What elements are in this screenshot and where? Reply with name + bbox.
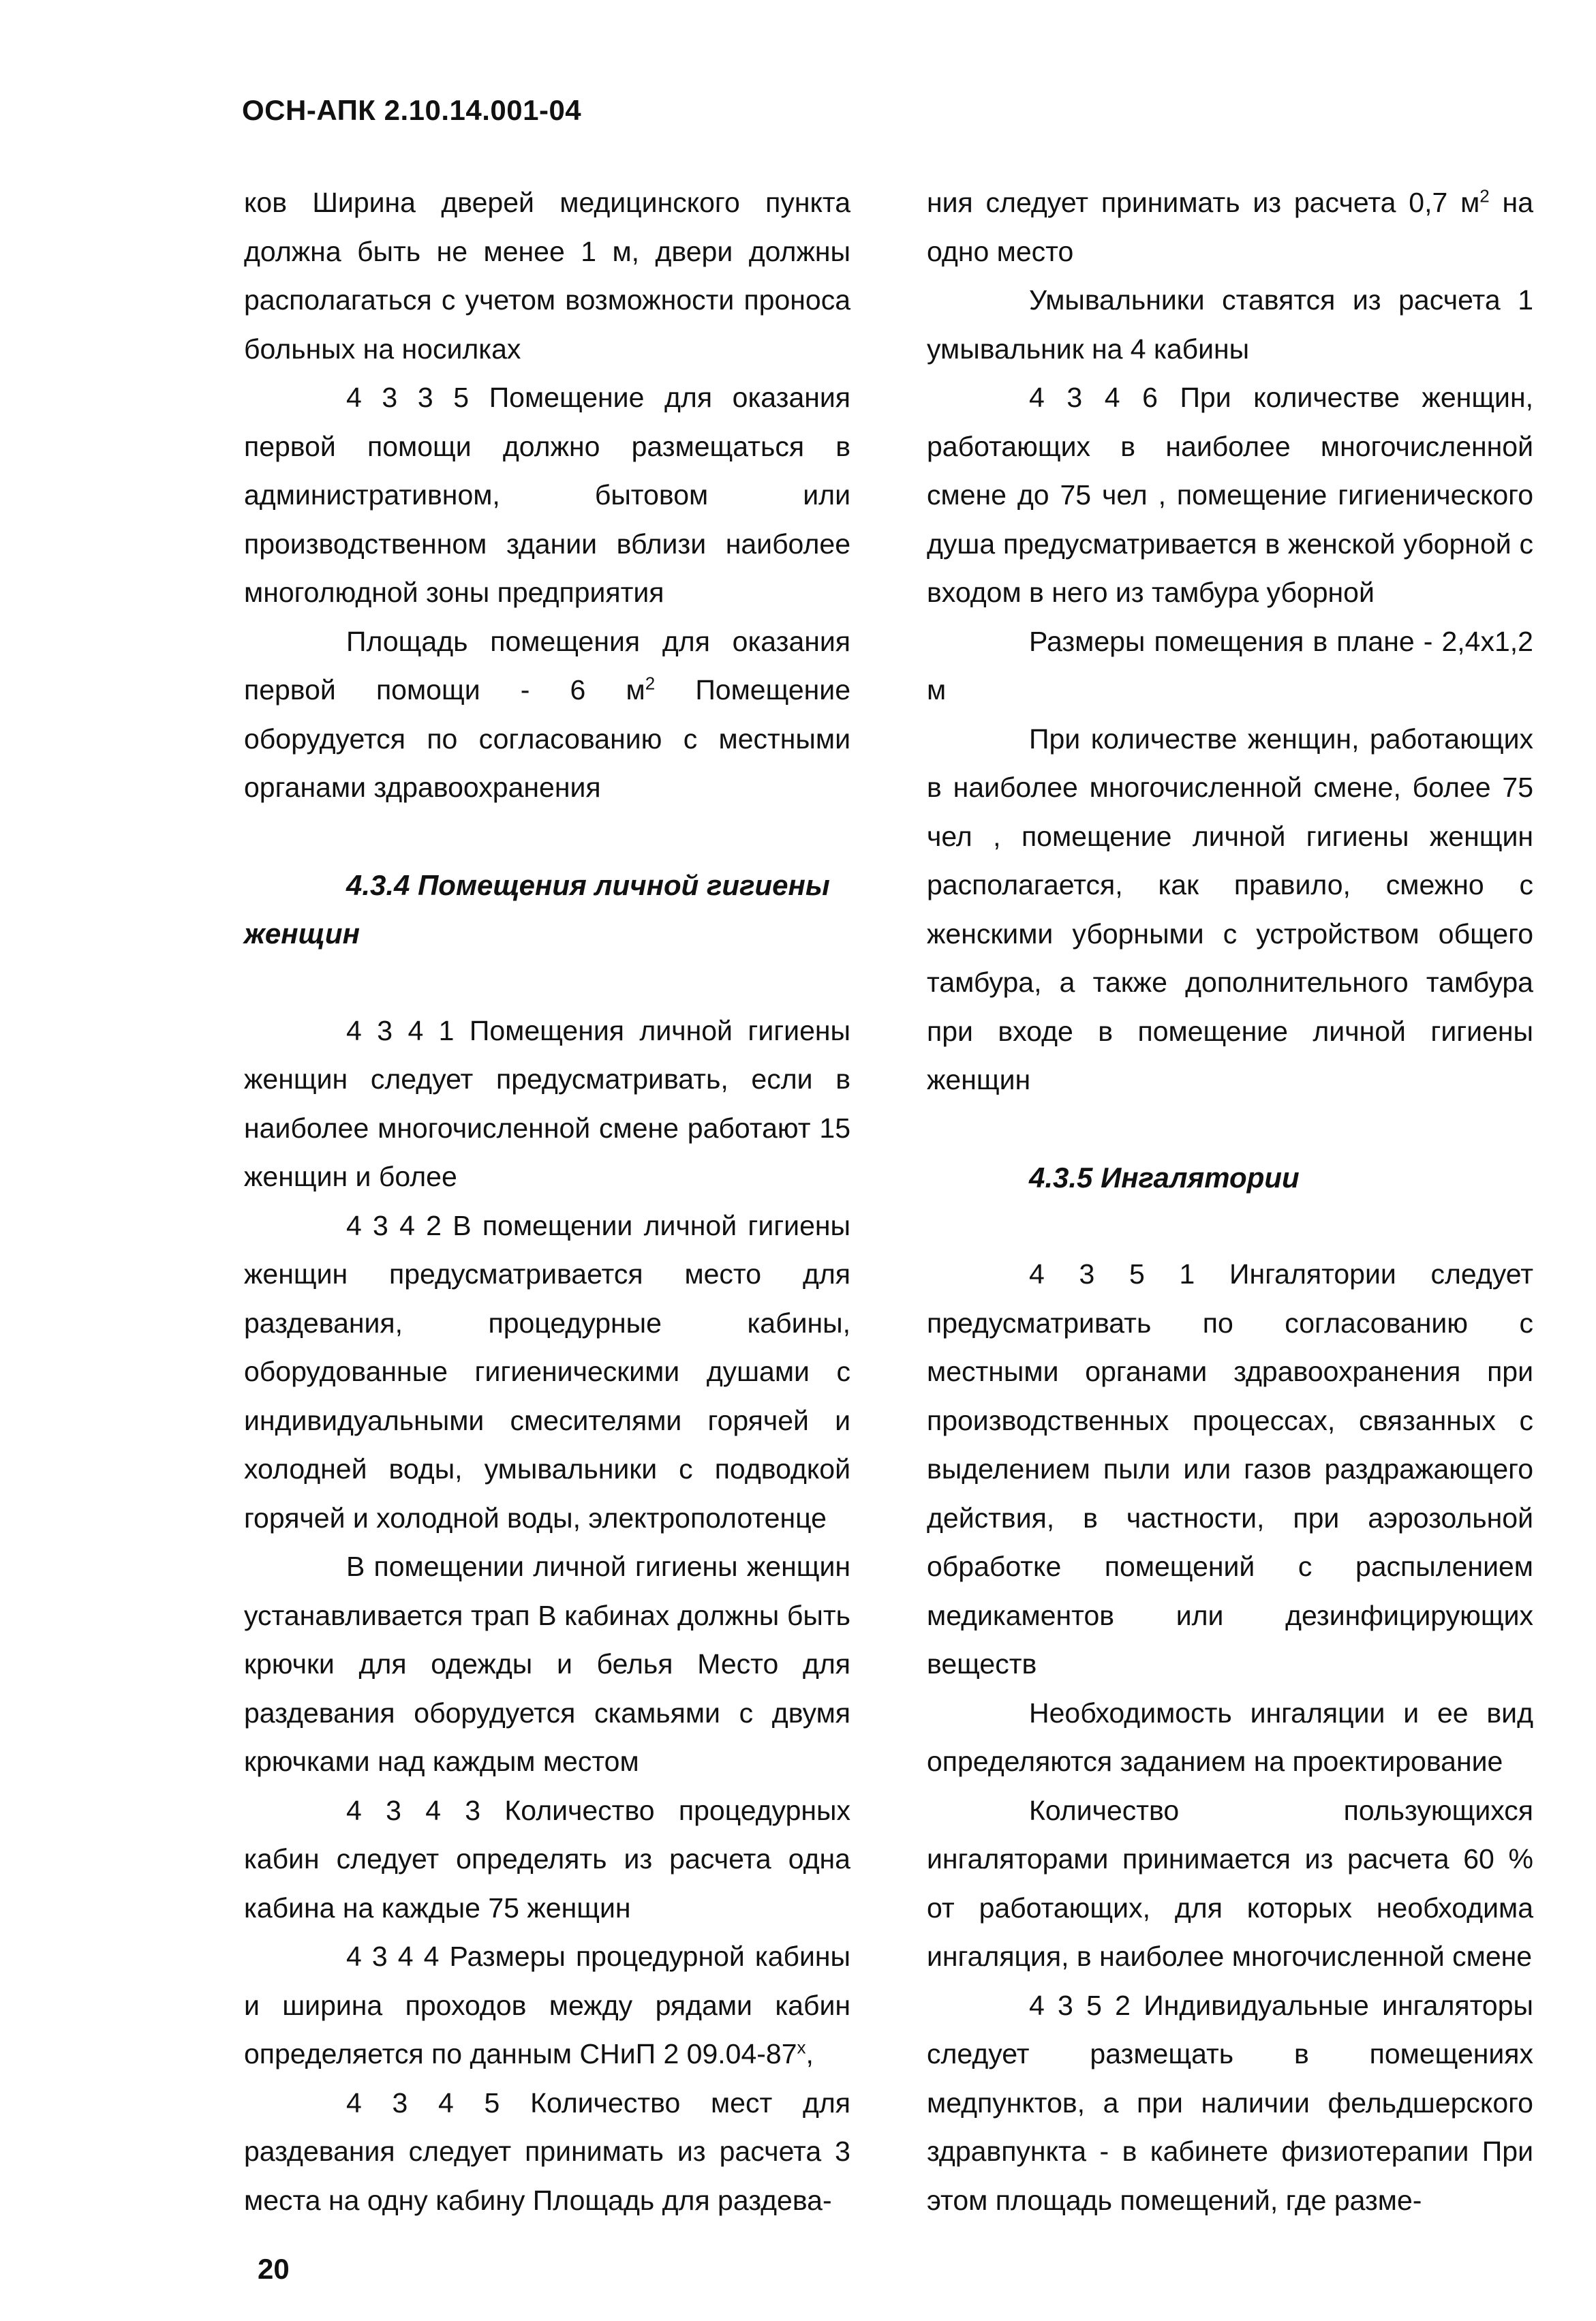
page-number: 20: [258, 2253, 290, 2285]
paragraph-area-per-place: [927, 179, 1533, 276]
paragraph-first-aid-area: [244, 618, 850, 813]
paragraph-4335: 4 3 3 5 Помещение для оказания первой помощи должно размещаться в административном, бытовом или производственном здании вблизи наиболее многолюдной зоны предприятия: [244, 382, 850, 608]
paragraph-4346: 4 3 4 6 При количестве женщин, работающих в наиболее многочисленной смене до 75 чел , помещение гигиенического душа предусматривается в женской уборной с входом в него из тамбура уборной: [927, 382, 1533, 608]
paragraph-4343: 4 3 4 3 Количество процедурных кабин следует определять из расчета одна кабина на каждые 75 женщин: [244, 1794, 850, 1924]
first-aid-area-text: Площадь помещения для оказания первой помощи - 6 м: [244, 625, 850, 706]
paragraph-room-dimensions: Размеры помещения в плане - 2,4х1,2 м: [927, 625, 1533, 706]
paragraph-4352: 4 3 5 2 Индивидуальные ингаляторы следует размещать в помещениях медпунктов, а при наличии фельдшерского здравпункта - в кабинете физиотерапии При этом площадь помещений, где разме-: [927, 1989, 1533, 2216]
section-heading-4-3-4: 4.3.4 Помещения личной гигиены женщин: [244, 868, 830, 950]
cabin-size-text-end: ,: [805, 2038, 814, 2069]
paragraph-4344: [244, 1932, 850, 2079]
document-code-header: ОСН-АПК 2.10.14.001-04: [242, 94, 582, 126]
area-per-place-text: ния следует принимать из расчета 0,7 м: [927, 187, 1480, 218]
cabin-size-text: 4 3 4 4 Размеры процедурной кабины и ширина проходов между рядами кабин определяется по данным СНиП 2 09.04-87: [244, 1941, 850, 2069]
paragraph-washbasins: Умывальники ставятся из расчета 1 умывальник на 4 кабины: [927, 284, 1533, 365]
first-aid-area-text-end: Помещение оборудуется по согласованию с местными органами здравоохранения: [244, 674, 851, 803]
paragraph-drain-hooks: В помещении личной гигиены женщин устанавливается трап В кабинах должны быть крючки для одежды и белья Место для раздевания оборудуется скамьями с двумя крючками над каждым местом: [244, 1551, 850, 1777]
paragraph-over-75-women: При количестве женщин, работающих в наиболее многочисленной смене, более 75 чел , помещение личной гигиены женщин располагается, как правило, смежно с женскими уборными с устройством общего тамбура, а также дополнительного тамбура при входе в помещение личной гигиены женщин: [927, 723, 1533, 1095]
paragraph-door-width: ков Ширина дверей медицинского пункта должна быть не менее 1 м, двери должны располагаться с учетом возможности проноса больных на носилках: [244, 187, 850, 365]
square-superscript-right: 2: [1479, 185, 1490, 207]
snip-superscript: х: [797, 2037, 806, 2058]
square-superscript: 2: [645, 673, 656, 694]
paragraph-inhaler-users: Количество пользующихся ингаляторами принимается из расчета 60 % от работающих, для которых необходима ингаляция, в наиболее многочисленной смене: [927, 1794, 1533, 1972]
paragraph-4351: 4 3 5 1 Ингалятории следует предусматривать по согласованию с местными органами здравоохранения при производственных процессах, связанных с выделением пыли или газов раздражающего действия, в частности, при аэрозольной обработке помещений с распылением медикаментов или дезинфицирующих веществ: [927, 1258, 1533, 1680]
paragraph-inhalation-need: Необходимость ингаляции и ее вид определяются заданием на проектирование: [927, 1697, 1533, 1777]
paragraph-4342: 4 3 4 2 В помещении личной гигиены женщин предусматривается место для раздевания, процедурные кабины, оборудованные гигиеническими душами с индивидуальными смесителями горячей и холодней воды, умывальники с подводкой горячей и холодной воды, электрополотенце: [244, 1209, 850, 1534]
paragraph-4345: 4 3 4 5 Количество мест для раздевания следует принимать из расчета 3 места на одну кабину Площадь для раздева-: [244, 2087, 850, 2216]
right-column: [927, 179, 1533, 2225]
left-column: [244, 179, 850, 2225]
section-heading-4-3-5: 4.3.5 Ингалятории: [1029, 1161, 1300, 1194]
paragraph-4341: 4 3 4 1 Помещения личной гигиены женщин следует предусматривать, если в наиболее многочисленной смене работают 15 женщин и более: [244, 1014, 850, 1192]
area-per-place-text-end: на одно место: [927, 187, 1533, 267]
